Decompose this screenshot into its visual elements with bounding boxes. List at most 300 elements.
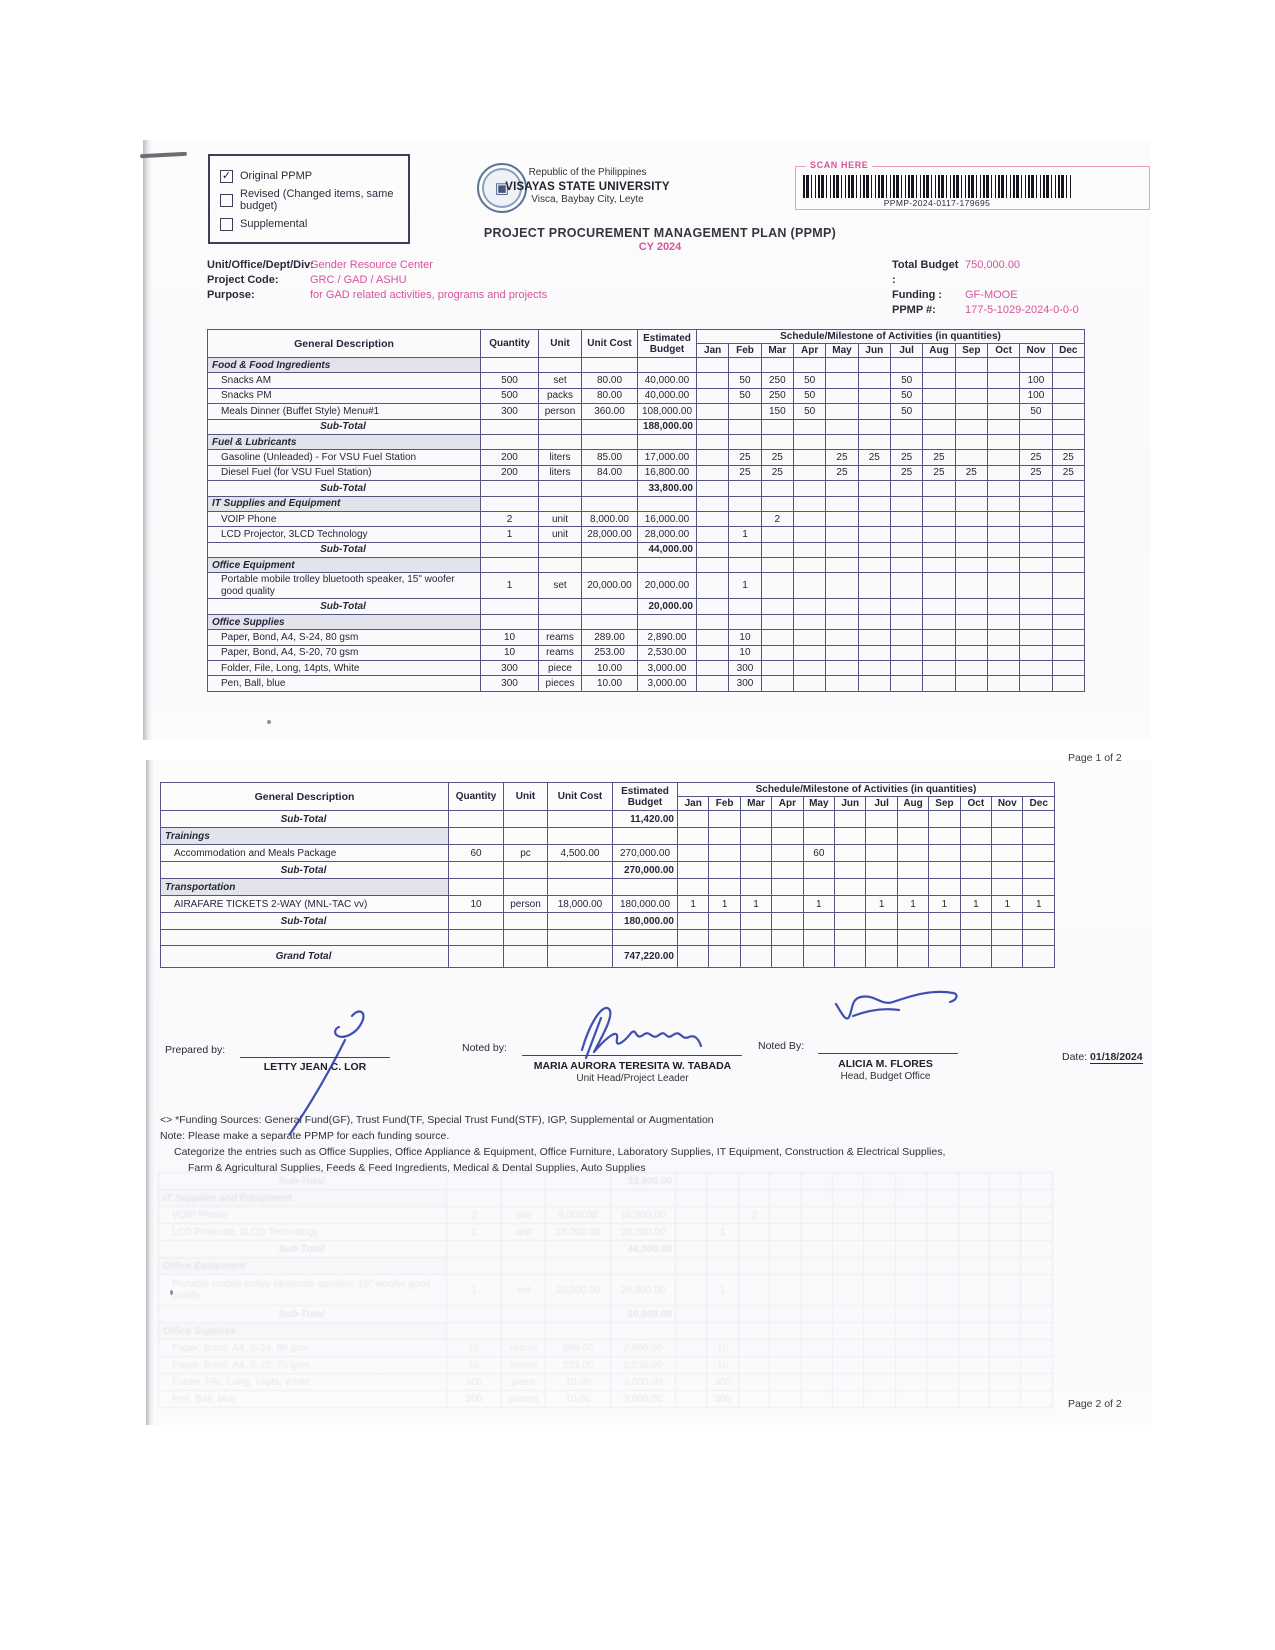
cell-unit-cost: 84.00 bbox=[582, 465, 638, 480]
cell-month-oct bbox=[958, 1275, 989, 1306]
unchecked-checkbox-icon bbox=[220, 194, 233, 207]
cell-month-aug bbox=[923, 558, 955, 573]
cell-month-mar: 2 bbox=[761, 511, 793, 526]
cell-month-jun bbox=[833, 1323, 864, 1340]
cell-month-apr bbox=[772, 828, 803, 845]
cell-month-oct bbox=[958, 1224, 989, 1241]
cell-description bbox=[161, 930, 449, 946]
info-row bbox=[892, 258, 1079, 288]
column-header-feb: Feb bbox=[709, 797, 740, 811]
cell-month-jul bbox=[864, 1173, 895, 1190]
cell-month-oct bbox=[958, 1391, 989, 1408]
cell-month-may bbox=[826, 511, 858, 526]
cell-month-sep bbox=[927, 1173, 958, 1190]
cell-month-dec bbox=[1021, 1190, 1053, 1207]
cell-month-dec bbox=[1052, 404, 1084, 419]
info-value: Gender Resource Center bbox=[310, 259, 433, 271]
cell-quantity: 500 bbox=[481, 373, 539, 388]
cell-unit bbox=[504, 828, 548, 845]
column-header-dec: Dec bbox=[1023, 797, 1055, 811]
cell-month-dec bbox=[1021, 1207, 1053, 1224]
cell-month-jul bbox=[866, 845, 897, 862]
cell-month-nov: 50 bbox=[1020, 404, 1052, 419]
cell-month-jul: 1 bbox=[866, 896, 897, 913]
cell-month-jan bbox=[697, 496, 729, 511]
vsu-seal-logo: ▣ bbox=[477, 163, 527, 213]
cell-month-oct bbox=[987, 511, 1019, 526]
cell-unit: pc bbox=[504, 845, 548, 862]
cell-month-sep bbox=[927, 1340, 958, 1357]
subtotal-row bbox=[208, 419, 1085, 434]
cell-month-sep bbox=[955, 358, 987, 373]
cell-month-jan bbox=[676, 1275, 707, 1306]
cell-month-mar bbox=[738, 1340, 769, 1357]
cell-description: Paper, Bond, A4, S-20, 70 gsm bbox=[159, 1357, 447, 1374]
cell-month-aug bbox=[923, 573, 955, 599]
cell-quantity bbox=[481, 481, 539, 496]
cell-month-jun bbox=[858, 614, 890, 629]
item-row bbox=[208, 388, 1085, 403]
cell-month-nov bbox=[1020, 661, 1052, 676]
cell-month-sep bbox=[927, 1241, 958, 1258]
subtotal-row bbox=[161, 862, 1055, 879]
cell-estimated-budget bbox=[638, 496, 697, 511]
cell-month-sep bbox=[929, 862, 960, 879]
column-header-nov: Nov bbox=[1020, 344, 1052, 358]
cell-month-jun bbox=[858, 599, 890, 614]
cell-month-jan bbox=[697, 511, 729, 526]
cell-unit bbox=[539, 434, 582, 449]
noted-by-signature-line bbox=[522, 1055, 742, 1056]
cell-description: Folder, File, Long, 14pts, White bbox=[208, 661, 481, 676]
cell-month-nov bbox=[990, 1340, 1021, 1357]
cell-month-jun bbox=[858, 527, 890, 542]
cell-month-may bbox=[801, 1173, 832, 1190]
cell-month-oct bbox=[987, 527, 1019, 542]
info-value: 750,000.00 bbox=[965, 259, 1021, 271]
cell-unit: set bbox=[502, 1275, 546, 1306]
grand-row bbox=[161, 946, 1055, 968]
cell-month-apr bbox=[793, 434, 825, 449]
cell-month-feb bbox=[729, 599, 761, 614]
cell-quantity: 10 bbox=[481, 645, 539, 660]
cell-estimated-budget: 188,000.00 bbox=[638, 419, 697, 434]
cell-month-dec bbox=[1023, 828, 1055, 845]
cell-month-aug bbox=[923, 614, 955, 629]
section-row bbox=[208, 434, 1085, 449]
cell-month-apr bbox=[793, 661, 825, 676]
cell-month-jul bbox=[866, 930, 897, 946]
cell-month-may bbox=[803, 913, 834, 930]
cell-month-sep bbox=[955, 419, 987, 434]
column-header-aug: Aug bbox=[897, 797, 928, 811]
cell-description: Pen, Ball, blue bbox=[208, 676, 481, 691]
item-row bbox=[208, 676, 1085, 691]
cell-month-feb bbox=[709, 879, 740, 896]
cell-month-aug bbox=[923, 358, 955, 373]
noted-by2-role: Head, Budget Office bbox=[840, 1071, 931, 1082]
ppmp-table-page1 bbox=[207, 329, 1085, 692]
cell-month-sep bbox=[927, 1207, 958, 1224]
cell-month-nov bbox=[990, 1391, 1021, 1408]
cell-estimated-budget: 270,000.00 bbox=[613, 845, 678, 862]
cell-month-aug bbox=[895, 1391, 926, 1408]
cell-month-may bbox=[803, 811, 834, 828]
cell-month-apr bbox=[793, 496, 825, 511]
cell-month-mar bbox=[738, 1224, 769, 1241]
cell-estimated-budget: 3,000.00 bbox=[611, 1374, 676, 1391]
cell-month-sep bbox=[955, 496, 987, 511]
cell-unit-cost bbox=[548, 913, 613, 930]
cell-month-may bbox=[803, 946, 834, 968]
cell-unit: reams bbox=[539, 645, 582, 660]
cell-month-sep bbox=[955, 676, 987, 691]
cell-month-jul: 25 bbox=[890, 465, 922, 480]
cell-month-sep bbox=[955, 599, 987, 614]
cell-month-jan bbox=[676, 1258, 707, 1275]
cell-month-nov bbox=[990, 1207, 1021, 1224]
cell-month-jan bbox=[676, 1306, 707, 1323]
section-row bbox=[208, 614, 1085, 629]
cell-month-jul bbox=[890, 511, 922, 526]
budget-info-right bbox=[892, 258, 1079, 318]
cell-month-may bbox=[826, 630, 858, 645]
cell-description: Sub-Total bbox=[159, 1306, 447, 1323]
cell-month-aug bbox=[923, 481, 955, 496]
date-label: Date: bbox=[1062, 1051, 1088, 1063]
cell-month-mar bbox=[740, 845, 771, 862]
cell-month-may bbox=[801, 1340, 832, 1357]
cell-estimated-budget: 270,000.00 bbox=[613, 862, 678, 879]
cell-month-nov bbox=[1020, 573, 1052, 599]
cell-month-jun bbox=[835, 946, 866, 968]
cell-description: Office Supplies bbox=[159, 1323, 447, 1340]
cell-unit: piece bbox=[539, 661, 582, 676]
cell-unit bbox=[539, 542, 582, 557]
cell-month-oct bbox=[987, 434, 1019, 449]
cell-month-jul: 50 bbox=[890, 404, 922, 419]
cell-month-mar bbox=[761, 496, 793, 511]
cell-month-feb bbox=[707, 1306, 738, 1323]
subtotal-row bbox=[159, 1173, 1053, 1190]
cell-description: Office Equipment bbox=[159, 1258, 447, 1275]
cell-month-jan bbox=[697, 645, 729, 660]
cell-month-nov bbox=[1020, 542, 1052, 557]
cell-month-feb bbox=[709, 946, 740, 968]
cell-month-sep bbox=[929, 946, 960, 968]
cell-month-may bbox=[801, 1306, 832, 1323]
cell-estimated-budget: 20,000.00 bbox=[611, 1306, 676, 1323]
cell-month-nov bbox=[992, 930, 1023, 946]
cell-unit bbox=[539, 481, 582, 496]
cell-month-nov bbox=[992, 946, 1023, 968]
cell-month-jun bbox=[858, 481, 890, 496]
cell-month-oct bbox=[960, 845, 991, 862]
cell-month-sep bbox=[955, 481, 987, 496]
item-row bbox=[208, 373, 1085, 388]
cell-description: Paper, Bond, A4, S-24, 80 gsm bbox=[159, 1340, 447, 1357]
cell-month-jul: 50 bbox=[890, 373, 922, 388]
cell-unit-cost bbox=[582, 558, 638, 573]
cell-month-jun bbox=[858, 676, 890, 691]
column-header-unit-cost: Unit Cost bbox=[548, 783, 613, 811]
cell-month-mar bbox=[740, 946, 771, 968]
cell-quantity bbox=[481, 614, 539, 629]
section-row bbox=[159, 1323, 1053, 1340]
cell-description: AIRAFARE TICKETS 2-WAY (MNL-TAC vv) bbox=[161, 896, 449, 913]
cell-month-mar: 250 bbox=[761, 388, 793, 403]
cell-month-apr bbox=[770, 1258, 801, 1275]
form-type-option-label: Original PPMP bbox=[240, 170, 313, 182]
cell-month-aug bbox=[897, 879, 928, 896]
cell-estimated-budget: 2,890.00 bbox=[611, 1340, 676, 1357]
cell-month-mar bbox=[761, 542, 793, 557]
column-header-schedule: Schedule/Milestone of Activities (in quantities) bbox=[697, 330, 1085, 344]
cell-description: Portable mobile trolley bluetooth speaker, 15" woofer good quality bbox=[159, 1275, 447, 1306]
cell-month-aug bbox=[895, 1258, 926, 1275]
cell-unit bbox=[539, 496, 582, 511]
cell-month-oct bbox=[987, 419, 1019, 434]
cell-month-dec bbox=[1021, 1374, 1053, 1391]
cell-month-mar bbox=[738, 1374, 769, 1391]
cell-description: Portable mobile trolley bluetooth speaker, 15" woofer good quality bbox=[208, 573, 481, 599]
column-header-estimated-budget: Estimated Budget bbox=[613, 783, 678, 811]
cell-month-jan bbox=[678, 862, 709, 879]
cell-month-feb: 50 bbox=[729, 373, 761, 388]
cell-month-jul bbox=[864, 1323, 895, 1340]
cell-month-may: 25 bbox=[826, 450, 858, 465]
cell-month-dec bbox=[1052, 661, 1084, 676]
cell-month-sep bbox=[927, 1306, 958, 1323]
cell-month-dec bbox=[1052, 358, 1084, 373]
cell-month-jan bbox=[697, 388, 729, 403]
cell-month-oct bbox=[958, 1258, 989, 1275]
cell-month-jul bbox=[866, 811, 897, 828]
cell-month-mar bbox=[738, 1173, 769, 1190]
cell-month-may bbox=[826, 676, 858, 691]
column-header-jun: Jun bbox=[835, 797, 866, 811]
cell-month-dec bbox=[1021, 1340, 1053, 1357]
cell-month-jun bbox=[833, 1275, 864, 1306]
cell-month-sep bbox=[955, 373, 987, 388]
item-row bbox=[159, 1224, 1053, 1241]
cell-month-aug bbox=[895, 1306, 926, 1323]
cell-quantity bbox=[449, 913, 504, 930]
cell-unit-cost: 360.00 bbox=[582, 404, 638, 419]
cell-month-sep bbox=[927, 1190, 958, 1207]
cell-month-apr bbox=[793, 542, 825, 557]
cell-month-jul bbox=[864, 1190, 895, 1207]
cell-month-jan bbox=[676, 1323, 707, 1340]
cell-description: Gasoline (Unleaded) - For VSU Fuel Station bbox=[208, 450, 481, 465]
cell-month-nov bbox=[990, 1258, 1021, 1275]
cell-month-mar: 150 bbox=[761, 404, 793, 419]
cell-month-sep bbox=[955, 542, 987, 557]
cell-month-mar bbox=[761, 434, 793, 449]
cell-month-nov bbox=[1020, 496, 1052, 511]
cell-month-jul bbox=[866, 913, 897, 930]
cell-month-mar bbox=[738, 1241, 769, 1258]
cell-unit-cost bbox=[546, 1306, 611, 1323]
cell-unit bbox=[504, 879, 548, 896]
table-header-row bbox=[161, 783, 1055, 797]
column-header-oct: Oct bbox=[987, 344, 1019, 358]
cell-unit-cost bbox=[548, 811, 613, 828]
item-row bbox=[208, 573, 1085, 599]
cell-month-nov bbox=[990, 1357, 1021, 1374]
cell-month-jan bbox=[697, 465, 729, 480]
cell-month-jul bbox=[866, 862, 897, 879]
cell-description: Snacks AM bbox=[208, 373, 481, 388]
cell-month-apr bbox=[772, 879, 803, 896]
page1-scan-edge bbox=[143, 140, 152, 740]
cell-month-sep bbox=[955, 450, 987, 465]
cell-month-jan bbox=[678, 828, 709, 845]
cell-month-mar bbox=[740, 879, 771, 896]
cell-month-aug bbox=[897, 845, 928, 862]
column-header-feb: Feb bbox=[729, 344, 761, 358]
cell-month-jun bbox=[833, 1306, 864, 1323]
cell-month-oct bbox=[987, 645, 1019, 660]
cell-month-jun bbox=[835, 930, 866, 946]
cell-description: Accommodation and Meals Package bbox=[161, 845, 449, 862]
cell-description: Paper, Bond, A4, S-20, 70 gsm bbox=[208, 645, 481, 660]
cell-unit-cost: 289.00 bbox=[546, 1340, 611, 1357]
cell-month-sep bbox=[929, 828, 960, 845]
cell-month-feb bbox=[707, 1323, 738, 1340]
cell-month-dec bbox=[1052, 373, 1084, 388]
cell-month-aug bbox=[895, 1374, 926, 1391]
cell-estimated-budget: 33,800.00 bbox=[611, 1173, 676, 1190]
cell-month-jun bbox=[858, 434, 890, 449]
page1-footer: Page 1 of 2 bbox=[1068, 752, 1122, 764]
subtotal-row bbox=[161, 913, 1055, 930]
cell-month-jul bbox=[864, 1241, 895, 1258]
cell-quantity bbox=[447, 1173, 502, 1190]
item-row bbox=[208, 630, 1085, 645]
cell-month-may bbox=[826, 661, 858, 676]
cell-month-feb bbox=[729, 358, 761, 373]
cell-month-oct bbox=[958, 1374, 989, 1391]
column-header-may: May bbox=[826, 344, 858, 358]
cell-month-nov bbox=[1020, 599, 1052, 614]
form-type-option-label: Supplemental bbox=[240, 218, 308, 230]
cell-month-jul bbox=[890, 527, 922, 542]
cell-month-dec bbox=[1021, 1275, 1053, 1306]
cell-month-jun bbox=[833, 1357, 864, 1374]
cell-month-dec bbox=[1052, 630, 1084, 645]
cell-month-may bbox=[826, 645, 858, 660]
cell-month-jan bbox=[678, 913, 709, 930]
cell-month-feb bbox=[729, 614, 761, 629]
cell-estimated-budget bbox=[613, 879, 678, 896]
document-title: PROJECT PROCUREMENT MANAGEMENT PLAN (PPMP) bbox=[483, 226, 837, 240]
cell-unit-cost bbox=[582, 481, 638, 496]
cell-month-aug bbox=[923, 676, 955, 691]
cell-estimated-budget: 28,000.00 bbox=[638, 527, 697, 542]
cell-month-aug bbox=[923, 527, 955, 542]
form-type-option-0 bbox=[220, 164, 398, 188]
cell-unit-cost bbox=[548, 930, 613, 946]
cell-quantity: 200 bbox=[481, 450, 539, 465]
cell-month-may bbox=[803, 862, 834, 879]
cell-month-sep bbox=[927, 1374, 958, 1391]
footnote-line-3: Farm & Agricultural Supplies, Feeds & Feed Ingredients, Medical & Dental Supplies, Auto Supplies bbox=[188, 1162, 646, 1174]
cell-month-oct bbox=[958, 1340, 989, 1357]
cell-month-mar bbox=[738, 1190, 769, 1207]
cell-month-jul bbox=[864, 1275, 895, 1306]
cell-month-jun bbox=[833, 1224, 864, 1241]
cell-quantity: 1 bbox=[481, 573, 539, 599]
cell-month-sep bbox=[955, 614, 987, 629]
cell-month-aug bbox=[897, 930, 928, 946]
cell-month-may bbox=[801, 1374, 832, 1391]
cell-unit-cost bbox=[582, 599, 638, 614]
cell-description: Sub-Total bbox=[208, 599, 481, 614]
cell-month-apr: 50 bbox=[793, 404, 825, 419]
cell-estimated-budget bbox=[613, 930, 678, 946]
info-label: Total Budget : bbox=[892, 259, 959, 286]
cell-month-oct bbox=[958, 1323, 989, 1340]
cell-quantity: 300 bbox=[481, 661, 539, 676]
cell-unit-cost bbox=[546, 1323, 611, 1340]
page2-footer: Page 2 of 2 bbox=[1068, 1398, 1122, 1410]
cell-description: Sub-Total bbox=[208, 419, 481, 434]
cell-month-oct bbox=[960, 828, 991, 845]
cell-month-may bbox=[801, 1391, 832, 1408]
cell-unit-cost: 289.00 bbox=[582, 630, 638, 645]
info-row bbox=[207, 288, 547, 303]
cell-unit-cost: 28,000.00 bbox=[546, 1224, 611, 1241]
scan-here-box bbox=[795, 160, 1150, 210]
cell-month-sep bbox=[929, 879, 960, 896]
cell-month-jun: 25 bbox=[858, 450, 890, 465]
cell-month-jun bbox=[858, 373, 890, 388]
cell-month-dec bbox=[1052, 645, 1084, 660]
cell-estimated-budget bbox=[638, 614, 697, 629]
cell-month-jul bbox=[890, 645, 922, 660]
letterhead bbox=[505, 167, 670, 206]
cell-month-apr bbox=[770, 1391, 801, 1408]
cell-estimated-budget bbox=[611, 1190, 676, 1207]
cell-unit: packs bbox=[539, 388, 582, 403]
cell-description: Meals Dinner (Buffet Style) Menu#1 bbox=[208, 404, 481, 419]
column-header-jan: Jan bbox=[697, 344, 729, 358]
cell-month-oct bbox=[987, 450, 1019, 465]
footnotes bbox=[160, 1112, 945, 1176]
cell-month-apr bbox=[793, 573, 825, 599]
unchecked-checkbox-icon bbox=[220, 218, 233, 231]
section-row bbox=[208, 358, 1085, 373]
cell-quantity bbox=[447, 1258, 502, 1275]
cell-month-nov: 100 bbox=[1020, 388, 1052, 403]
cell-month-sep bbox=[929, 811, 960, 828]
column-header-unit: Unit bbox=[504, 783, 548, 811]
noted-by-label: Noted by: bbox=[462, 1042, 507, 1054]
cell-quantity bbox=[447, 1306, 502, 1323]
cell-estimated-budget bbox=[611, 1258, 676, 1275]
cell-unit bbox=[539, 599, 582, 614]
cell-month-oct bbox=[987, 481, 1019, 496]
scan-here-label: SCAN HERE bbox=[806, 160, 872, 170]
cell-month-feb bbox=[709, 862, 740, 879]
cell-month-feb: 1 bbox=[729, 573, 761, 599]
cell-month-nov bbox=[1020, 434, 1052, 449]
cell-month-oct bbox=[960, 811, 991, 828]
cell-month-jul bbox=[890, 676, 922, 691]
cell-month-jun bbox=[858, 542, 890, 557]
cell-unit bbox=[502, 1258, 546, 1275]
